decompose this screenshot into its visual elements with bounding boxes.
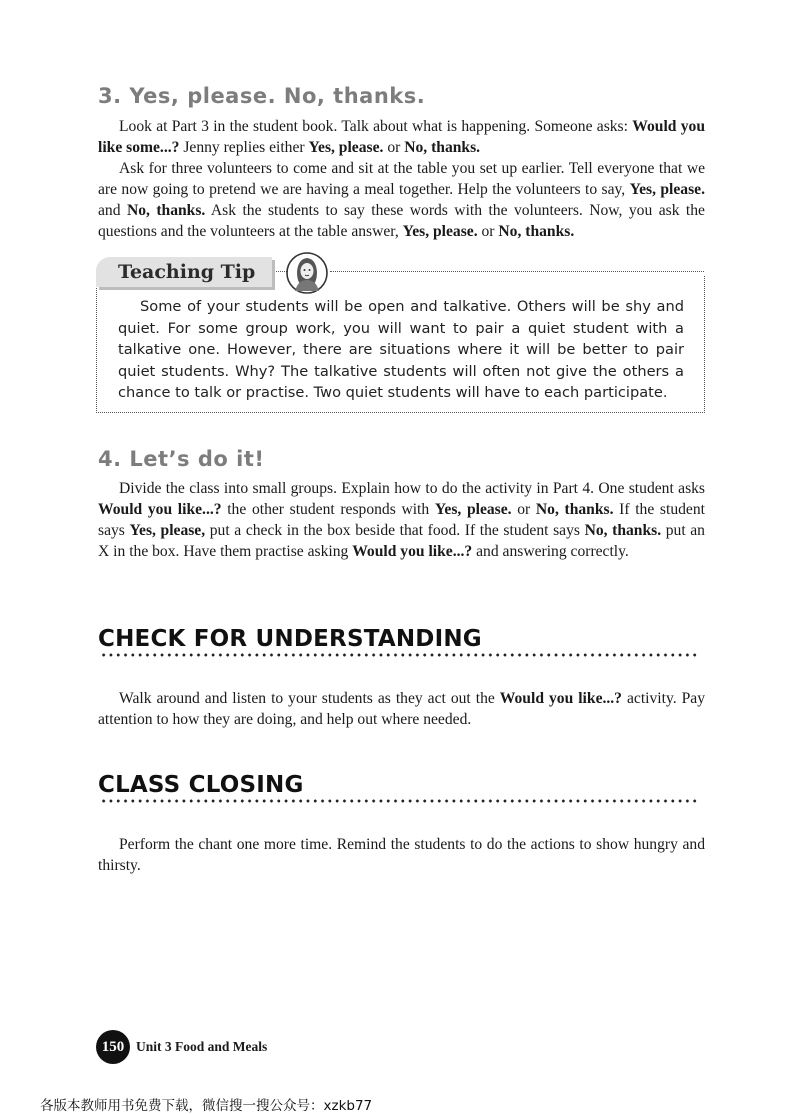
page-number-badge: 150 [96,1030,130,1064]
text-run: Divide the class into small groups. Explain how to do the activity in Part 4. One student asks [119,480,705,497]
bold-phrase: Yes, please, [129,522,206,539]
text-run: and answering correctly. [472,543,629,560]
check-for-understanding-heading: CHECK FOR UNDERSTANDING [98,626,482,652]
class-closing-heading: CLASS CLOSING [98,772,304,798]
section-3-heading: 3. Yes, please. No, thanks. [98,84,426,108]
teaching-tip-tab [96,257,272,287]
text-run: the other student responds with [221,501,435,518]
text-run: or [511,501,536,518]
text-run: Ask the students to say these words with the volunteers. Now, you ask the questions and the volunteers at the table answer, [98,202,705,240]
text-run: activity. Pay attention to how they are doing, and help out where needed. [98,690,705,728]
text-run: and [98,202,127,219]
closing-heading-dotted-rule [100,799,700,803]
bold-phrase: Yes, please. [402,223,478,240]
bold-phrase: No, thanks. [535,501,614,518]
text-run: Walk around and listen to your students as they act out the [119,690,500,707]
check-heading-dotted-rule [100,653,700,657]
text-run: Look at Part 3 in the student book. Talk about what is happening. Someone asks: [119,118,633,135]
teacher-portrait-icon [284,250,330,296]
teaching-tip-title: Teaching Tip [118,261,256,283]
text-run: Ask for three volunteers to come and sit at the table you set up earlier. Tell everyone that we are now going to pretend we are having a meal together. Help the volunteers to say, [98,160,705,198]
text-run: Perform the chant one more time. Remind the students to do the actions to show hungry and thirsty. [98,836,705,874]
bold-phrase: Would you like...? [98,501,222,518]
bold-phrase: Yes, please. [308,139,384,156]
bold-phrase: Yes, please. [434,501,512,518]
section-4-heading: 4. Let’s do it! [98,447,265,471]
check-paragraph [98,688,705,730]
bold-phrase: Would you like some...? [98,118,706,156]
bottom-download-note: 各版本教师用书免费下载，微信搜一搜公众号：xzkb77 [40,1098,373,1114]
text-run: Jenny replies either [179,139,309,156]
bold-phrase: No, thanks. [126,202,206,219]
text-run: put a check in the box beside that food. If the student says [205,522,585,539]
section-3-paragraph-2 [98,158,705,242]
teaching-tip-text: Some of your students will be open and talkative. Others will be shy and quiet. For some group work, you will want to pair a quiet student with a talkative one. However, there are situations where it will be better to pair quiet students. Why? The talkative students will often not give the others a chance to talk or practise. Two quiet students will have to each participate. [118,298,684,401]
bold-phrase: Would you like...? [499,690,622,707]
section-3-paragraph-1 [98,116,705,158]
footer-unit-label: Unit 3 Food and Meals [136,1039,268,1054]
bold-phrase: No, thanks. [404,139,481,156]
text-run: If the student says [98,501,705,539]
section-4-paragraph [98,478,705,562]
text-run: put an X in the box. Have them practise asking [98,522,705,560]
bold-phrase: Would you like...? [352,543,473,560]
bold-phrase: No, thanks. [584,522,662,539]
closing-paragraph [98,834,705,876]
text-run: or [383,139,405,156]
bold-phrase: Yes, please. [629,181,705,198]
bold-phrase: No, thanks. [498,223,575,240]
text-run: or [477,223,499,240]
